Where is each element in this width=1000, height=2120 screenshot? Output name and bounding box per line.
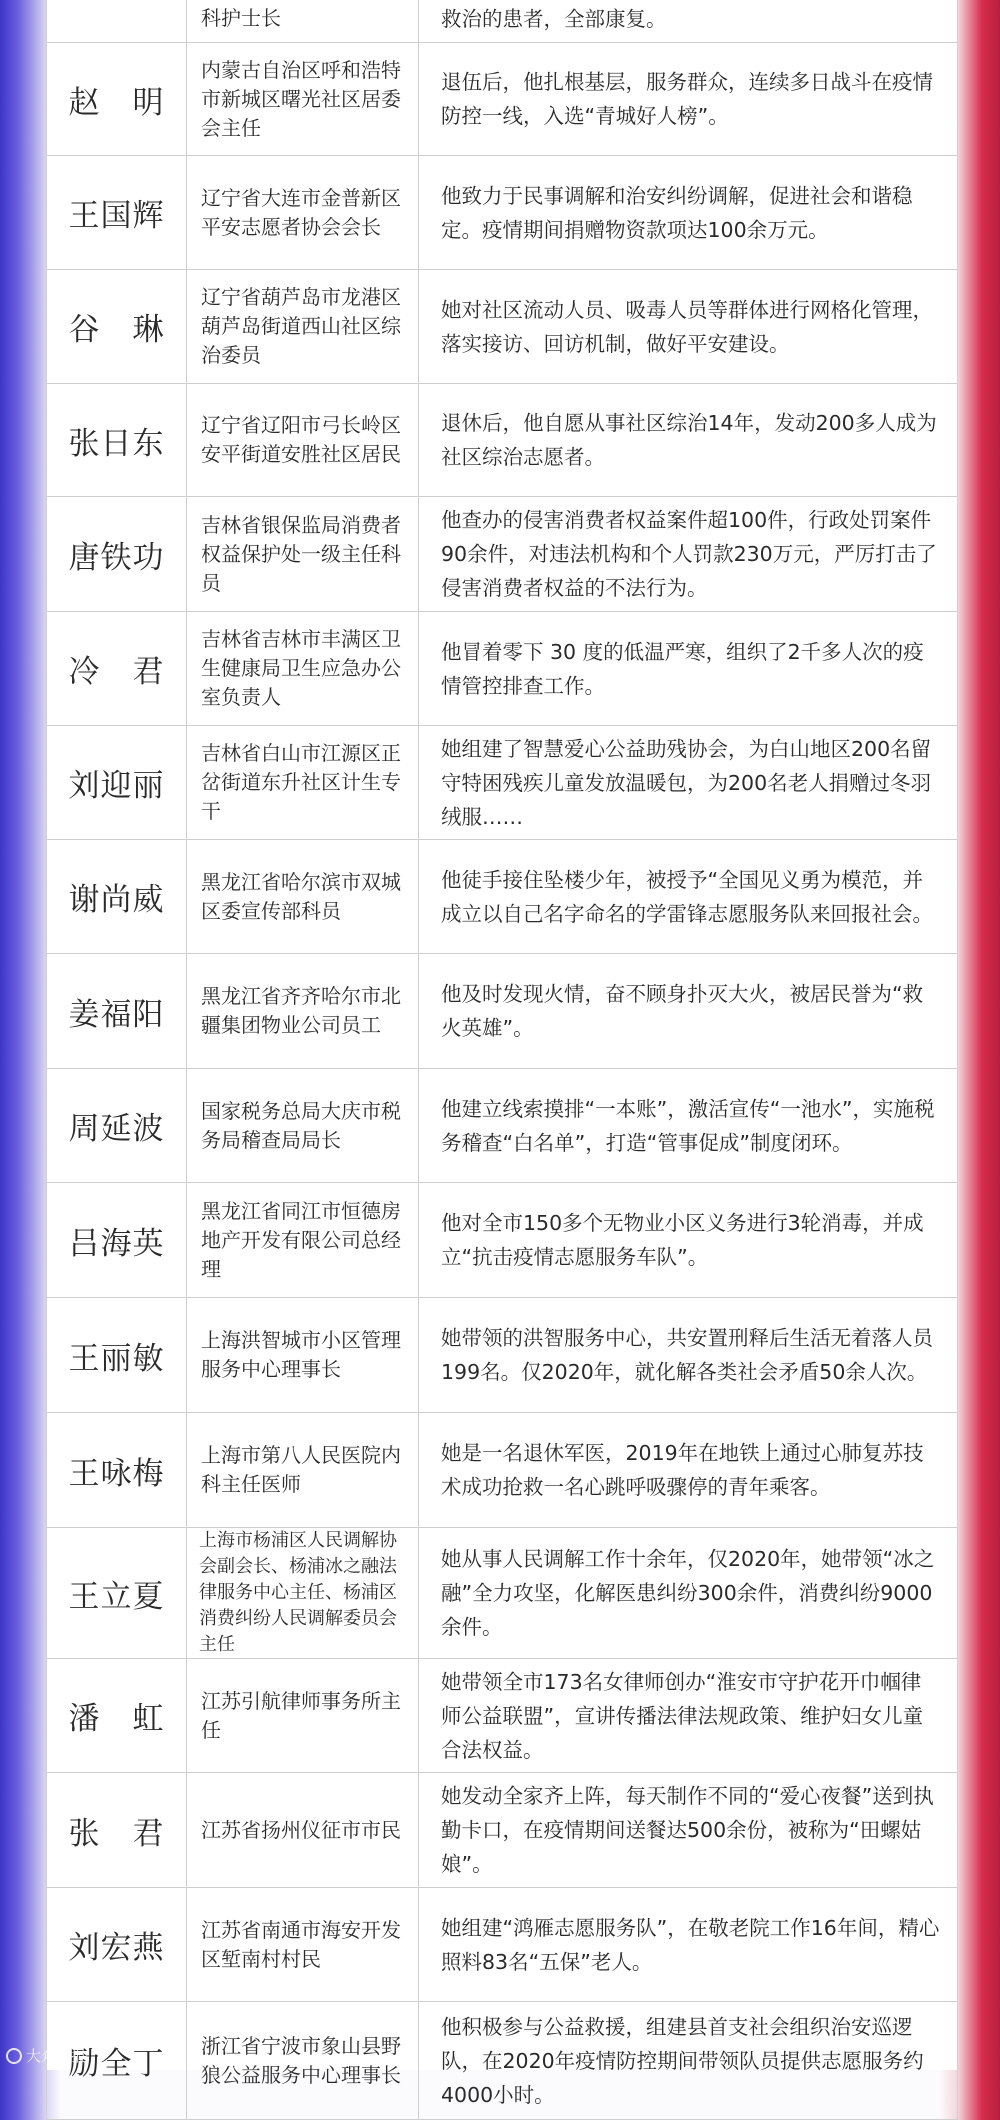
person-name: 刘迎丽 <box>47 726 187 840</box>
person-name: 张 君 <box>47 1773 187 1888</box>
person-unit: 黑龙江省哈尔滨市双城区委宣传部科员 <box>187 840 419 954</box>
watermark-logo-icon <box>6 2048 22 2064</box>
person-unit: 江苏省扬州仪征市市民 <box>187 1773 419 1888</box>
person-name: 王国辉 <box>47 156 187 270</box>
table-row <box>47 384 958 497</box>
table-row <box>47 1659 958 1773</box>
person-unit: 黑龙江省同江市恒德房地产开发有限公司总经理 <box>187 1183 419 1298</box>
person-deed: 他冒着零下 30 度的低温严寒，组织了2千多人次的疫情管控排查工作。 <box>419 612 958 726</box>
person-unit: 吉林省银保监局消费者权益保护处一级主任科员 <box>187 497 419 612</box>
person-deed: 他建立线索摸排“一本账”，激活宣传“一池水”，实施税务稽查“白名单”，打造“管事促成”制度闭环。 <box>419 1069 958 1183</box>
person-unit: 吉林省白山市江源区正岔街道东升社区计生专干 <box>187 726 419 840</box>
person-deed: 她带领的洪智服务中心，共安置刑释后生活无着落人员199名。仅2020年，就化解各类社会矛盾50余人次。 <box>419 1298 958 1413</box>
person-name: 王立夏 <box>47 1528 187 1659</box>
person-deed: 她对社区流动人员、吸毒人员等群体进行网格化管理，落实接访、回访机制，做好平安建设。 <box>419 270 958 384</box>
person-name: 唐铁功 <box>47 497 187 612</box>
person-name: 谷 琳 <box>47 270 187 384</box>
honor-roll-sheet <box>46 0 958 2107</box>
person-deed: 她从事人民调解工作十余年，仅2020年，她带领“冰之融”全力攻坚，化解医患纠纷300余件，消费纠纷9000余件。 <box>419 1528 958 1659</box>
watermark <box>6 2045 86 2066</box>
person-name: 周延波 <box>47 1069 187 1183</box>
person-deed: 退伍后，他扎根基层，服务群众，连续多日战斗在疫情防控一线，入选“青城好人榜”。 <box>419 43 958 156</box>
person-deed: 他对全市150多个无物业小区义务进行3轮消毒，并成立“抗击疫情志愿服务车队”。 <box>419 1183 958 1298</box>
person-name: 张日东 <box>47 384 187 497</box>
person-name: 姜福阳 <box>47 954 187 1069</box>
person-unit: 辽宁省辽阳市弓长岭区安平街道安胜社区居民 <box>187 384 419 497</box>
person-unit: 内蒙古自治区呼和浩特市新城区曙光社区居委会主任 <box>187 43 419 156</box>
table-row <box>47 2002 958 2120</box>
table-row <box>47 156 958 270</box>
person-unit: 上海市第八人民医院内科主任医师 <box>187 1413 419 1528</box>
person-name: 潘 虹 <box>47 1659 187 1773</box>
person-unit: 科护士长 <box>187 0 419 43</box>
table-row <box>47 1773 958 1888</box>
table-row <box>47 270 958 384</box>
person-deed: 她是一名退休军医，2019年在地铁上通过心肺复苏技术成功抢救一名心跳呼吸骤停的青年乘客。 <box>419 1413 958 1528</box>
table-row <box>47 1183 958 1298</box>
table-row <box>47 43 958 156</box>
table-row <box>47 1298 958 1413</box>
person-unit: 国家税务总局大庆市税务局稽查局局长 <box>187 1069 419 1183</box>
table-row <box>47 497 958 612</box>
honor-roll-rows <box>47 0 958 2120</box>
honor-roll-table <box>46 0 958 2120</box>
person-deed: 他积极参与公益救援，组建县首支社会组织治安巡逻队，在2020年疫情防控期间带领队员提供志愿服务约4000小时。 <box>419 2002 958 2120</box>
person-name: 吕海英 <box>47 1183 187 1298</box>
person-unit: 江苏引航律师事务所主任 <box>187 1659 419 1773</box>
person-name: 赵 明 <box>47 43 187 156</box>
person-name: 冷 君 <box>47 612 187 726</box>
watermark-text: 大众日报 <box>26 2047 87 2065</box>
person-unit: 吉林省吉林市丰满区卫生健康局卫生应急办公室负责人 <box>187 612 419 726</box>
person-unit: 浙江省宁波市象山县野狼公益服务中心理事长 <box>187 2002 419 2120</box>
table-row <box>47 1888 958 2002</box>
table-row <box>47 954 958 1069</box>
table-row <box>47 1069 958 1183</box>
person-unit: 辽宁省大连市金普新区平安志愿者协会会长 <box>187 156 419 270</box>
person-deed: 退休后，他自愿从事社区综治14年，发动200多人成为社区综治志愿者。 <box>419 384 958 497</box>
person-name <box>47 0 187 43</box>
person-deed: 她带领全市173名女律师创办“淮安市守护花开巾帼律师公益联盟”，宣讲传播法律法规政策、维护妇女儿童合法权益。 <box>419 1659 958 1773</box>
person-deed: 她组建“鸿雁志愿服务队”，在敬老院工作16年间，精心照料83名“五保”老人。 <box>419 1888 958 2002</box>
person-unit: 江苏省南通市海安开发区堑南村村民 <box>187 1888 419 2002</box>
table-row <box>47 612 958 726</box>
table-row <box>47 1413 958 1528</box>
table-row <box>47 726 958 840</box>
person-name: 励全丁 <box>47 2002 187 2120</box>
person-deed: 她组建了智慧爱心公益助残协会，为白山地区200名留守特困残疾儿童发放温暖包，为200名老人捐赠过冬羽绒服…… <box>419 726 958 840</box>
person-unit: 上海洪智城市小区管理服务中心理事长 <box>187 1298 419 1413</box>
person-deed: 救治的患者，全部康复。 <box>419 0 958 43</box>
person-name: 刘宏燕 <box>47 1888 187 2002</box>
person-name: 王丽敏 <box>47 1298 187 1413</box>
person-deed: 她发动全家齐上阵，每天制作不同的“爱心夜餐”送到执勤卡口，在疫情期间送餐达500余份，被称为“田螺姑娘”。 <box>419 1773 958 1888</box>
table-row <box>47 0 958 43</box>
person-name: 王咏梅 <box>47 1413 187 1528</box>
person-unit: 黑龙江省齐齐哈尔市北疆集团物业公司员工 <box>187 954 419 1069</box>
table-row <box>47 840 958 954</box>
person-deed: 他徒手接住坠楼少年，被授予“全国见义勇为模范，并成立以自己名字命名的学雷锋志愿服务队来回报社会。 <box>419 840 958 954</box>
person-deed: 他致力于民事调解和治安纠纷调解，促进社会和谐稳定。疫情期间捐赠物资款项达100余万元。 <box>419 156 958 270</box>
person-deed: 他查办的侵害消费者权益案件超100件，行政处罚案件90余件，对违法机构和个人罚款230万元，严厉打击了侵害消费者权益的不法行为。 <box>419 497 958 612</box>
person-unit: 上海市杨浦区人民调解协会副会长、杨浦冰之融法律服务中心主任、杨浦区消费纠纷人民调解委员会主任 <box>187 1528 419 1659</box>
person-deed: 他及时发现火情，奋不顾身扑灭大火，被居民誉为“救火英雄”。 <box>419 954 958 1069</box>
table-row <box>47 1528 958 1659</box>
person-name: 谢尚威 <box>47 840 187 954</box>
person-unit: 辽宁省葫芦岛市龙港区葫芦岛街道西山社区综治委员 <box>187 270 419 384</box>
